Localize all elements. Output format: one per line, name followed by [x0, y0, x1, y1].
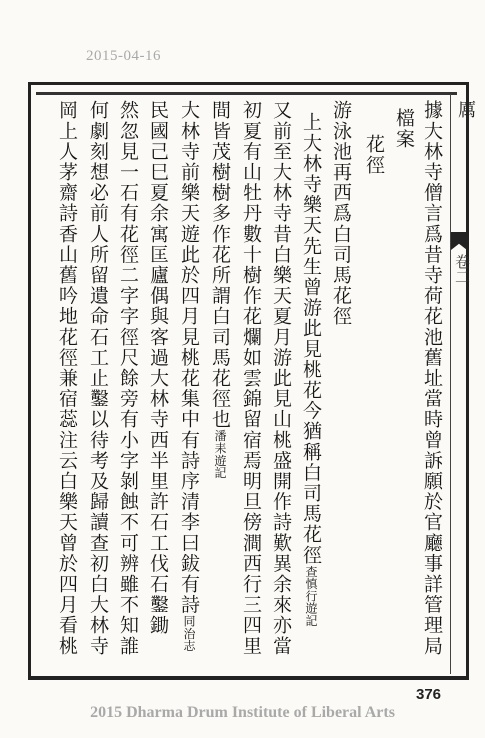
citation-note: 潘耒遊記 [213, 429, 227, 479]
text-column-4: 游泳池再西爲白司馬花徑 [330, 100, 352, 327]
margin-header-title: 厲 [455, 100, 476, 118]
bottom-rule [28, 676, 469, 680]
text-column-6: 又前至大林寺昔白樂天夏月游此見山桃盛開作詩歎異余來亦當 [270, 100, 292, 657]
margin-header-column [450, 94, 469, 674]
volume-label: 卷二 [453, 254, 471, 284]
text-column-13: 岡上人茅齋詩香山舊吟地花徑兼宿蕊注云白樂天曾於四月看桃 [56, 100, 78, 657]
text-column-9: 大林寺前樂天遊此於四月見桃花集中有詩序清李曰鈸有詩同治志 [178, 100, 200, 652]
page-number: 376 [416, 686, 442, 703]
text-column-10: 民國己巳夏余寓匡廬偶與客過大林寺西半里許石工伐石鑿鋤 [147, 100, 169, 636]
text-column-7: 初夏有山牡丹數十樹作花爛如雲錦留宿焉明旦傍澗西行三四里 [240, 100, 262, 657]
text-column-5: 上大林寺樂天先生曾游此見桃花今猶稱白司馬花徑查慎行遊記 [300, 112, 322, 627]
scan-date-stamp: 2015-04-16 [86, 48, 161, 64]
text-column-1: 據大林寺僧言爲昔寺荷花池舊址當時曾訴願於官廳事詳管理局 [421, 100, 443, 657]
citation-note: 查慎行遊記 [304, 565, 318, 627]
top-inner-rule [36, 92, 457, 95]
text-column-12: 何劇刻想必前人所留遺命石工止鑿以待考及歸讀查初白大林寺 [87, 100, 109, 657]
text-column-3: 花徑 [363, 134, 385, 176]
text-column-8: 間皆茂樹樹多作花所謂白司馬花徑也潘耒遊記 [209, 100, 231, 479]
citation-note: 同治志 [182, 615, 196, 652]
text-column-2: 檔案 [393, 108, 415, 150]
watermark-footer: 2015 Dharma Drum Institute of Liberal Arts [90, 704, 395, 721]
text-column-11: 然忽見一石有花徑二字字徑尺餘旁有小字剝蝕不可辨雖不知誰 [117, 100, 139, 657]
